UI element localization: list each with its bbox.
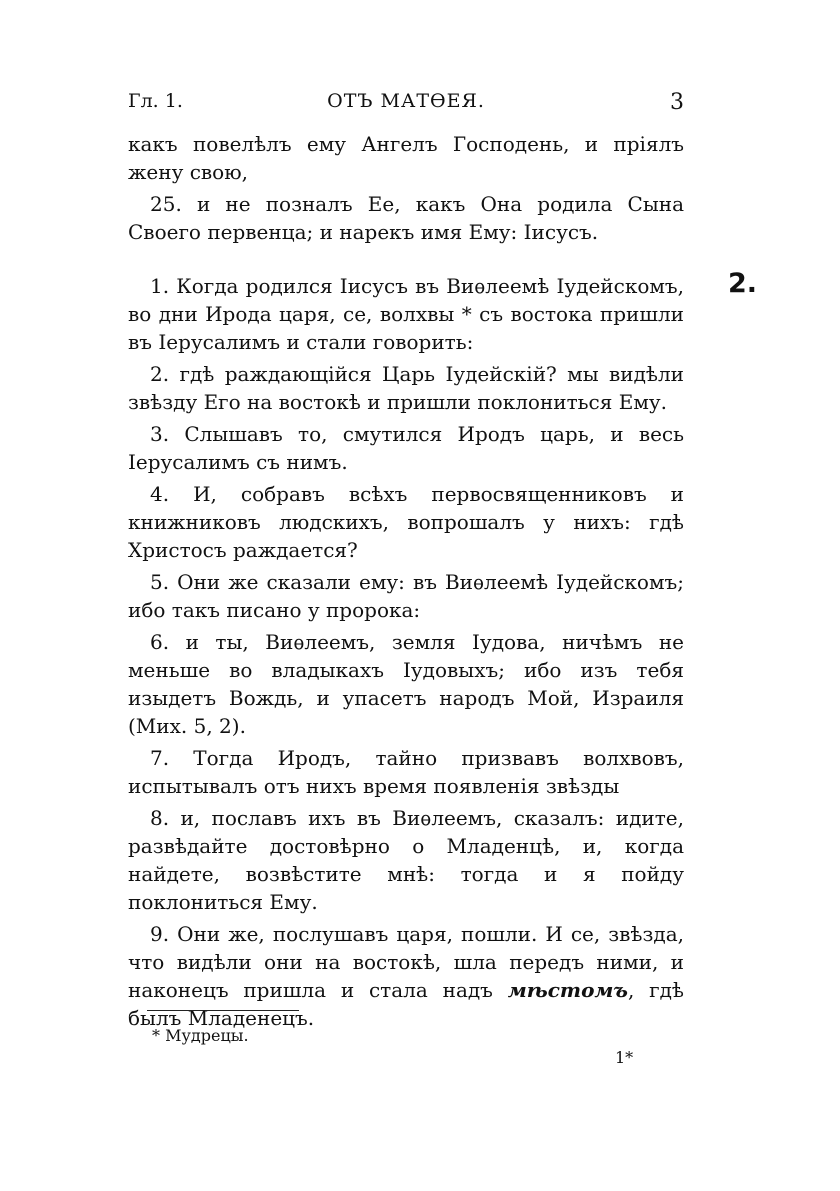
verse: 25. и не позналъ Ее, какъ Она родила Сына Своего первенца; и нарекъ имя Ему: Iисусъ. [128, 192, 684, 244]
verse-text: 9. Они же, послушавъ царя, пошли. И се, звѣзда, что видѣли они на востокѣ, шла передъ ними, и наконецъ пришла и стала надъ [128, 922, 684, 1002]
footnote: * Мудрецы. [152, 1026, 249, 1045]
verse: 6. и ты, Виѳлеемъ, земля Iудова, ничѣмъ не меньше во владыкахъ Iудовыхъ; ибо изъ тебя изыдетъ Вождь, и упасетъ народъ Мой, Израиля (Мих. 5, 2). [128, 630, 684, 738]
book-title: ОТЪ МАТѲЕЯ. [327, 90, 485, 112]
verse: 5. Они же сказали ему: въ Виѳлеемѣ Iудейскомъ; ибо такъ писано у пророка: [128, 570, 684, 622]
verse: 3. Слышавъ то, смутился Иродъ царь, и весь Iерусалимъ съ нимъ. [128, 422, 684, 474]
paragraph: какъ повелѣлъ ему Ангелъ Господень, и прiялъ жену свою, [128, 132, 684, 184]
verse: 4. И, собравъ всѣхъ первосвященниковъ и книжниковъ людскихъ, вопрошалъ у нихъ: гдѣ Христосъ раждается? [128, 482, 684, 562]
page-number: 3 [670, 90, 684, 115]
verse: 8. и, пославъ ихъ въ Виѳлеемъ, сказалъ: идите, развѣдайте достовѣрно о Младенцѣ, и, когда найдете, возвѣстите мнѣ: тогда и я пойду поклониться Ему. [128, 806, 684, 914]
main-text [128, 130, 684, 1032]
verse-text: , гдѣ былъ Младенецъ. [128, 978, 684, 1030]
chapter-number-marker: 2. [728, 268, 758, 299]
italic-word: мѣстомъ [507, 978, 628, 1002]
printer-signature: 1* [615, 1048, 634, 1067]
verse [128, 920, 684, 1032]
chapter-label: Гл. 1. [128, 90, 183, 112]
footnote-divider [147, 1010, 299, 1011]
running-header [128, 90, 684, 120]
verse: 7. Тогда Иродъ, тайно призвавъ волхвовъ, испытывалъ отъ нихъ время появленiя звѣзды [128, 746, 684, 798]
verse: 2. гдѣ раждающiйся Царь Iудейскiй? мы видѣли звѣзду Его на востокѣ и пришли поклониться Ему. [128, 362, 684, 414]
verse: 1. Когда родился Iисусъ въ Виѳлеемѣ Iудейскомъ, во дни Ирода царя, се, волхвы * съ востока пришли въ Iерусалимъ и стали говорить: [128, 274, 684, 354]
